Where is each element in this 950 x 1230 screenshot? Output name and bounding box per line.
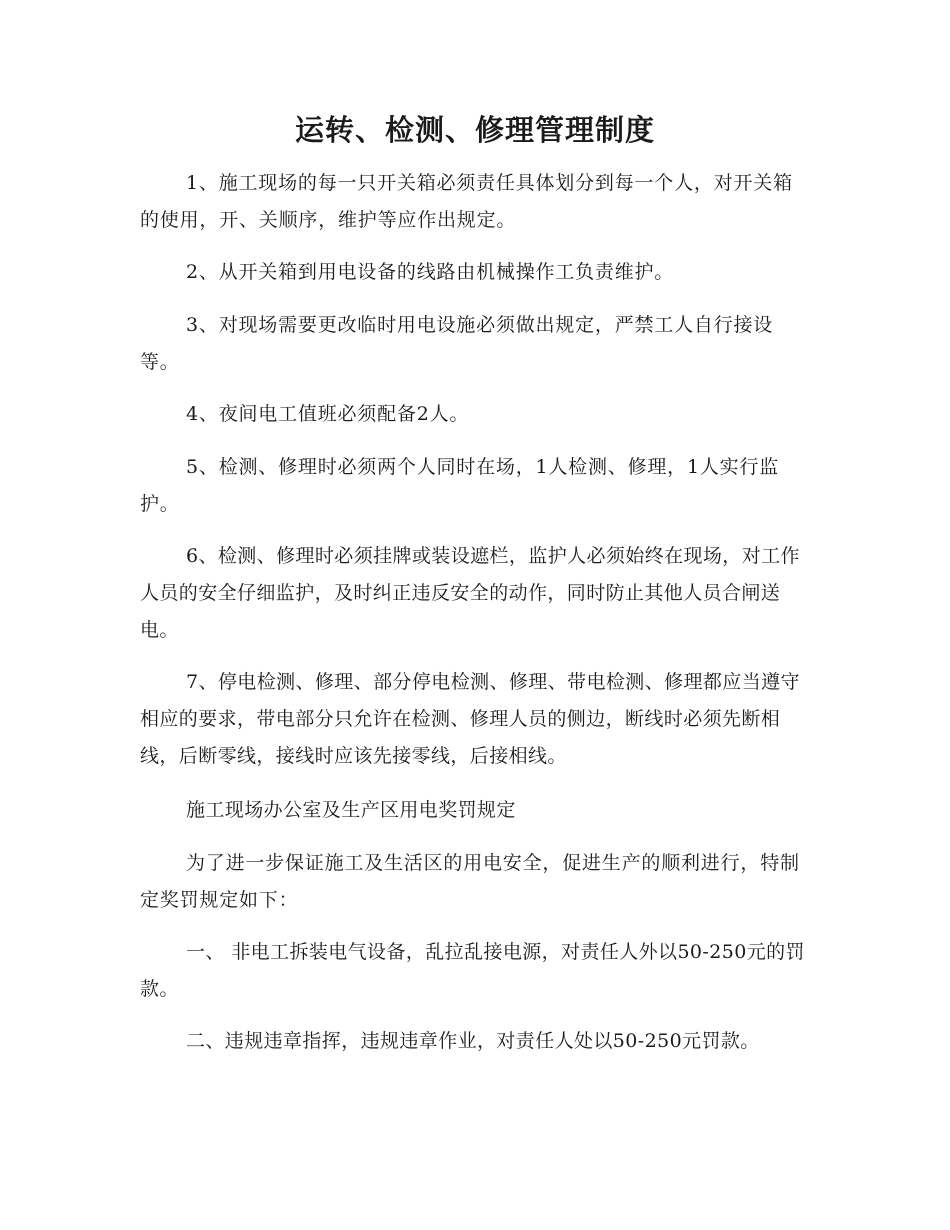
paragraph-intro: 为了进一步保证施工及生活区的用电安全，促进生产的顺利进行，特制定奖罚规定如下： xyxy=(140,852,800,911)
paragraph-6: 6、检测、修理时必须挂牌或装设遮栏，监护人必须始终在现场，对工作人员的安全仔细监护，及时纠正违反安全的动作，同时防止其他人员合闸送电。 xyxy=(140,545,800,641)
rule-2: 二、违规违章指挥，违规违章作业，对责任人处以50-250元罚款。 xyxy=(186,1030,760,1052)
rule-1: 一、 非电工拆装电气设备，乱拉乱接电源，对责任人外以50-250元的罚款。 xyxy=(140,941,805,1000)
paragraph-3: 3、对现场需要更改临时用电设施必须做出规定，严禁工人自行接设等。 xyxy=(140,314,774,373)
paragraph-7: 7、停电检测、修理、部分停电检测、修理、带电检测、修理都应当遵守相应的要求，带电部分只允许在检测、修理人员的侧边，断线时必须先断相线，后断零线，接线时应该先接零线，后接相线。 xyxy=(140,671,800,767)
paragraph-2: 2、从开关箱到用电设备的线路由机械操作工负责维护。 xyxy=(186,261,675,283)
paragraph-1: 1、施工现场的每一只开关箱必须责任具体划分到每一个人，对开关箱的使用，开、关顺序，维护等应作出规定。 xyxy=(140,172,793,231)
paragraph-5: 5、检测、修理时必须两个人同时在场，1人检测、修理，1人实行监护。 xyxy=(140,456,780,515)
document-title: 运转、检测、修理管理制度 xyxy=(294,113,655,147)
paragraph-4: 4、夜间电工值班必须配备2人。 xyxy=(186,403,470,425)
subheading-reward-penalty: 施工现场办公室及生产区用电奖罚规定 xyxy=(186,799,516,821)
